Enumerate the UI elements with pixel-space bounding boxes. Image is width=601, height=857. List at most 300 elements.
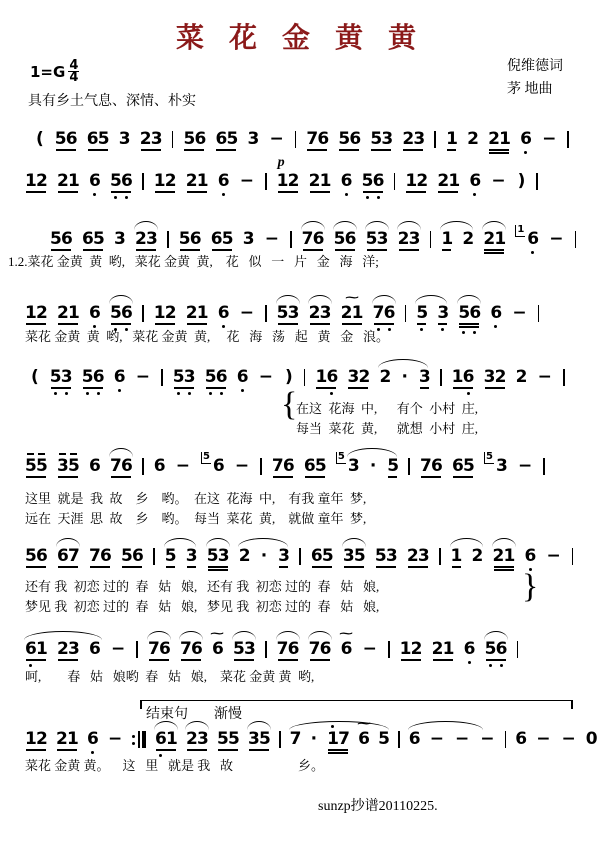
slur-arc: [109, 448, 133, 457]
barline-stroke: [161, 369, 163, 386]
note-stack: [452, 457, 474, 476]
note-stack: [218, 172, 229, 191]
octave-dot-below: [177, 392, 180, 395]
note-token: [50, 368, 72, 387]
note-digit: 6: [121, 456, 133, 476]
note-digit: 7: [289, 729, 302, 749]
note-digit: 2: [135, 229, 147, 249]
note-stack: [462, 230, 473, 249]
beam-underline: [26, 323, 46, 325]
note-token: [337, 627, 355, 659]
note-stack: [310, 730, 318, 749]
note-digit: 3: [347, 456, 360, 476]
beam-underline: [485, 387, 505, 389]
barline-stroke: [299, 548, 301, 565]
octave-dot-below: [531, 251, 534, 254]
note-digit: 2: [467, 129, 479, 149]
note-token: [57, 172, 79, 191]
note-digit: 2: [494, 367, 507, 387]
note-digit: 5: [314, 456, 327, 476]
note-symbol: −: [546, 546, 561, 566]
note-stack: [50, 230, 72, 249]
score-system: [25, 155, 538, 191]
barline-stroke: [142, 458, 144, 475]
note-token: [304, 457, 326, 476]
note-digit: 3: [183, 367, 196, 387]
barline-stroke: [517, 641, 519, 658]
note-digit: 6: [57, 546, 69, 566]
note-token: [525, 547, 536, 566]
octave-bar-above: [38, 453, 45, 455]
note-token: [483, 230, 505, 249]
composer-credit: 茅 地曲: [507, 82, 553, 97]
octave-dot-below: [97, 392, 100, 395]
beam-underline: [459, 323, 479, 325]
note-stack: [517, 457, 533, 476]
barline: [572, 548, 574, 566]
note-stack: [57, 172, 79, 191]
octave-dot-below: [330, 392, 333, 395]
note-digit: 6: [310, 546, 323, 566]
note-token: [135, 230, 157, 249]
note-token: [276, 155, 300, 191]
note-digit: 5: [258, 729, 271, 749]
note-stack: [272, 457, 294, 476]
note-token: [154, 304, 176, 323]
note-digit: 3: [57, 456, 69, 476]
barline-stroke: [505, 731, 507, 748]
note-digit: 6: [520, 129, 532, 149]
note-digit: 1: [451, 367, 464, 387]
note-token: [340, 291, 364, 323]
note-token: [511, 304, 527, 323]
note-token: [260, 547, 268, 566]
beam-underline: [452, 566, 461, 568]
barline-stroke: [572, 548, 574, 565]
note-stack: [369, 457, 377, 476]
note-digit: 6: [317, 129, 330, 149]
note-stack: [398, 230, 420, 249]
beam-underline: [417, 323, 426, 325]
note-digit: 2: [238, 546, 251, 566]
note-symbol: −: [561, 729, 576, 749]
barline-stroke: [295, 131, 297, 148]
beam-underline: [453, 476, 473, 478]
note-stack: [488, 130, 510, 149]
note-stack: [264, 230, 280, 249]
note-token: [347, 368, 369, 387]
note-symbol: −: [264, 229, 279, 249]
note-digit: 1: [165, 729, 178, 749]
note-token: [586, 730, 597, 749]
note-token: [420, 457, 442, 476]
note-token: [467, 130, 478, 149]
beam-underline: [442, 249, 451, 251]
barline: [563, 369, 565, 387]
mordent-mark: ~: [343, 291, 360, 304]
note-digit: 5: [54, 129, 67, 149]
lyric-line: 菜花 金黄 黄。 这 里 就是 我 故 乡。: [25, 758, 325, 773]
grace-note: 5: [485, 451, 493, 462]
note-stack: [437, 304, 448, 323]
time-signature: $\frac{4}{4}$: [69, 58, 79, 85]
mordent-mark: ~: [209, 627, 226, 640]
octave-dot-below: [420, 328, 423, 331]
note-digit: 7: [372, 303, 385, 323]
note-stack: [400, 640, 422, 659]
note-stack: [337, 627, 355, 659]
note-digit: 5: [93, 229, 105, 249]
note-digit: 5: [232, 639, 245, 659]
grace-note: 1: [517, 224, 525, 235]
note-stack: [454, 730, 470, 749]
octave-dot-below: [366, 196, 369, 199]
note-stack: [458, 304, 480, 323]
note-token: [179, 230, 201, 249]
note-digit: 3: [342, 546, 355, 566]
note-stack: [334, 230, 356, 249]
note-digit: 2: [56, 729, 68, 749]
barline-stroke: [439, 548, 441, 565]
note-token: [110, 172, 132, 191]
barline: [439, 548, 441, 566]
note-digit: 1: [499, 129, 511, 149]
beam-underline: [403, 149, 423, 151]
note-digit: 5: [49, 367, 62, 387]
note-token: [218, 304, 229, 323]
note-token: [264, 230, 280, 249]
note-token: [366, 230, 388, 249]
note-digit: 1: [36, 639, 48, 659]
note-token: [407, 547, 429, 566]
note-token: [375, 547, 397, 566]
note-digit: 6: [82, 229, 94, 249]
note-digit: 1: [67, 729, 79, 749]
note-digit: 1: [442, 639, 455, 659]
note-stack: [135, 368, 151, 387]
note-digit: 5: [221, 229, 234, 249]
note-digit: 3: [217, 546, 230, 566]
note-token: [89, 457, 100, 476]
note-token: [546, 547, 562, 566]
note-digit: 2: [410, 639, 423, 659]
note-token: [387, 457, 398, 476]
beam-underline: [155, 323, 175, 325]
note-stack: [348, 457, 359, 476]
note-stack: [484, 368, 506, 387]
barline-stroke: [290, 231, 292, 248]
beam-underline: [376, 566, 396, 568]
note-digit: 2: [185, 729, 198, 749]
note-digit: 3: [278, 546, 290, 566]
beam-underline: [56, 149, 76, 151]
note-token: [155, 730, 177, 749]
note-token: [110, 640, 126, 659]
note-stack: [560, 730, 576, 749]
note-digit: 6: [36, 546, 48, 566]
barline: [430, 231, 432, 249]
note-token: [121, 547, 143, 566]
note-stack: [239, 172, 255, 191]
note-stack: [89, 172, 100, 191]
note-digit: 2: [185, 303, 198, 323]
note-token: [370, 130, 392, 149]
note-stack: [247, 130, 258, 149]
note-symbol: ·: [369, 456, 377, 476]
note-symbol: (: [31, 367, 39, 387]
note-token: [490, 304, 501, 323]
note-digit: 7: [147, 639, 160, 659]
repeat-barline: [132, 731, 146, 749]
note-stack: [154, 304, 176, 323]
note-digit: 2: [515, 367, 528, 387]
beam-underline: [342, 323, 362, 325]
note-token: [247, 130, 258, 149]
note-symbol: −: [455, 729, 470, 749]
slur-arc: [301, 221, 325, 230]
note-token: [517, 457, 533, 476]
octave-dot-below: [467, 392, 470, 395]
note-token: [154, 457, 165, 476]
lyric-line: 菜花 金黄 黄 哟, 菜花 金黄 黄, 花 海 荡 起 黄 金 浪。: [25, 329, 390, 344]
note-digit: 2: [492, 546, 505, 566]
note-stack: [355, 717, 372, 749]
note-symbol: −: [175, 456, 190, 476]
note-digit: 5: [276, 303, 289, 323]
note-stack: [370, 130, 392, 149]
note-stack: [82, 368, 104, 387]
note-stack: [277, 640, 299, 659]
note-token: [165, 547, 176, 566]
note-digit: 1: [448, 171, 461, 191]
octave-dot-below: [473, 193, 476, 196]
note-stack: [237, 368, 248, 387]
note-digit: 3: [408, 229, 421, 249]
octave-dot-below: [524, 151, 527, 154]
note-symbol: −: [258, 367, 273, 387]
note-stack: [148, 640, 170, 659]
note-token: [217, 730, 239, 749]
note-digit: 6: [326, 367, 339, 387]
note-stack: [135, 230, 157, 249]
note-digit: 3: [385, 546, 398, 566]
barline-stroke: [394, 173, 396, 190]
barline: [136, 641, 138, 659]
beam-underline: [249, 749, 269, 751]
note-token: [87, 130, 109, 149]
note-digit: 6: [524, 546, 537, 566]
note-token: [89, 304, 100, 323]
note-token: [488, 130, 510, 149]
beam-underline: [388, 476, 397, 478]
note-digit: 1: [405, 171, 418, 191]
note-digit: 3: [68, 639, 80, 659]
slur-arc: [397, 221, 421, 230]
note-token: [57, 304, 79, 323]
barline-stroke: [434, 131, 436, 148]
note-stack: [464, 640, 475, 659]
score-system: [25, 291, 539, 323]
note-digit: 5: [68, 456, 80, 476]
barline: [304, 369, 306, 387]
barline: [161, 369, 163, 387]
note-token: [464, 640, 475, 659]
note-stack: [243, 230, 254, 249]
note-stack: [110, 640, 126, 659]
note-digit: 6: [86, 129, 99, 149]
note-digit: 6: [158, 639, 171, 659]
note-stack: [57, 547, 79, 566]
slur-arc: [492, 538, 516, 547]
note-digit: 5: [110, 303, 122, 323]
note-digit: 2: [57, 303, 69, 323]
beam-underline: [494, 569, 514, 571]
beam-underline: [26, 659, 46, 661]
note-stack: [511, 304, 527, 323]
note-symbol: −: [480, 729, 495, 749]
note-token: [437, 172, 459, 191]
note-digit: 1: [25, 171, 37, 191]
note-stack: [211, 230, 233, 249]
note-digit: 5: [36, 456, 48, 476]
note-token: [469, 172, 480, 191]
beam-underline: [273, 476, 293, 478]
note-stack: [57, 457, 79, 476]
note-digit: 2: [471, 546, 484, 566]
note-token: [334, 230, 356, 249]
note-digit: 5: [25, 546, 37, 566]
barline-stroke: [567, 131, 569, 148]
note-digit: 3: [418, 367, 431, 387]
barline: [408, 458, 410, 476]
octave-dot-below: [220, 392, 223, 395]
song-title: 菜 花 金 黄 黄: [175, 23, 425, 54]
beam-underline: [208, 569, 228, 571]
note-symbol: −: [429, 729, 445, 749]
note-digit: 5: [361, 171, 374, 191]
octave-dot-below: [468, 661, 471, 664]
note-stack: [268, 130, 284, 149]
repeat-dot: [132, 735, 135, 738]
octave-dot-below: [188, 392, 191, 395]
slur-arc: [482, 221, 506, 230]
beam-underline: [420, 387, 429, 389]
note-stack: [535, 730, 551, 749]
note-digit: 6: [65, 129, 78, 149]
note-stack: [409, 730, 420, 749]
beam-underline: [174, 387, 194, 389]
note-stack: [375, 547, 397, 566]
note-digit: 3: [60, 367, 73, 387]
barline: [265, 305, 267, 323]
note-digit: 6: [92, 367, 105, 387]
note-digit: 3: [376, 229, 389, 249]
note-token: [114, 230, 125, 249]
note-stack: [213, 457, 224, 476]
note-token: [362, 172, 384, 191]
beam-underline: [278, 659, 298, 661]
beam-underline: [371, 149, 391, 151]
slur-arc: [56, 538, 80, 547]
note-digit: 6: [527, 229, 540, 249]
note-token: [446, 130, 457, 149]
key-label: 1=G: [30, 62, 66, 81]
note-stack: [110, 304, 132, 323]
note-token: [25, 730, 47, 749]
barline: [398, 731, 400, 749]
note-stack: [405, 172, 427, 191]
barline-stroke: [304, 369, 306, 386]
note-stack: [215, 130, 237, 149]
note-digit: 3: [483, 367, 496, 387]
barline-stroke: [142, 173, 144, 190]
note-token: [432, 640, 454, 659]
note-token: [82, 368, 104, 387]
note-stack: [490, 304, 501, 323]
note-symbol: ·: [401, 367, 408, 387]
note-token: [25, 547, 47, 566]
note-stack: [57, 640, 79, 659]
note-token: [541, 130, 557, 149]
note-digit: 3: [319, 303, 332, 323]
note-digit: 2: [358, 367, 371, 387]
note-digit: 1: [196, 303, 209, 323]
note-stack: [400, 368, 408, 387]
note-symbol: −: [234, 456, 250, 476]
note-stack: [496, 457, 507, 476]
note-digit: 5: [484, 639, 497, 659]
note-digit: 1: [153, 303, 166, 323]
barline: [567, 131, 569, 149]
barline: [260, 458, 262, 476]
note-stack: [309, 304, 331, 323]
note-token: [183, 130, 205, 149]
ending-label: 结束句: [146, 707, 188, 722]
beam-underline: [363, 191, 383, 193]
note-token: [451, 547, 462, 566]
note-stack: [89, 457, 100, 476]
note-token: [378, 730, 389, 749]
note-token: [239, 547, 250, 566]
barline-stroke: [142, 305, 144, 322]
beam-underline: [187, 749, 207, 751]
octave-dot-below: [125, 196, 128, 199]
beam-underline: [234, 659, 254, 661]
note-stack: [469, 172, 480, 191]
octave-bar-above: [27, 453, 34, 455]
note-token: [50, 230, 72, 249]
note-stack: [441, 230, 452, 249]
tempo-label: 渐慢: [214, 707, 242, 722]
octave-dot-below: [93, 193, 96, 196]
note-digit: 5: [216, 729, 229, 749]
beam-underline: [307, 149, 327, 151]
note-stack: [186, 172, 208, 191]
note-stack: [517, 172, 527, 191]
note-digit: 2: [488, 129, 500, 149]
note-digit: 5: [178, 229, 191, 249]
lyrics-close-brace: }: [522, 568, 539, 605]
note-token: [57, 640, 79, 659]
note-stack: [432, 640, 454, 659]
note-digit: 2: [57, 171, 69, 191]
beam-underline: [399, 249, 419, 251]
beam-underline: [141, 149, 161, 151]
note-token: [57, 457, 79, 476]
note-digit: 1: [196, 171, 209, 191]
score-system: [25, 717, 601, 749]
beam-underline: [122, 566, 142, 568]
